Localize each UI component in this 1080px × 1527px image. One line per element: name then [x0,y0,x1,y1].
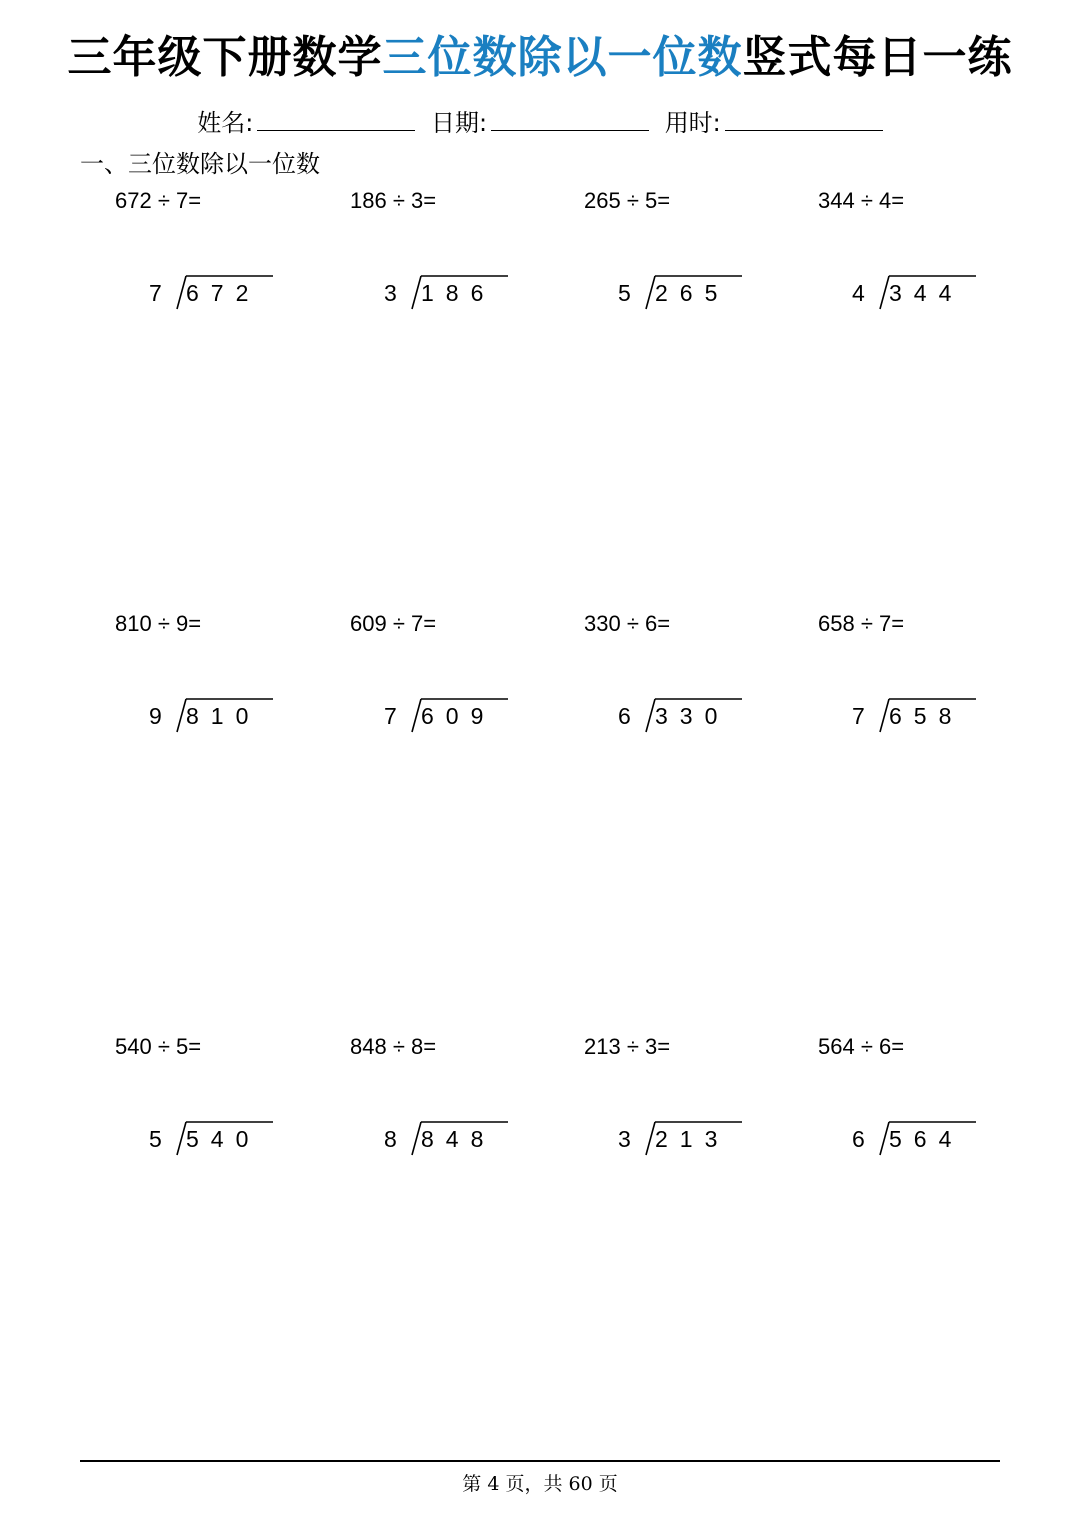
problem-5 [115,609,350,809]
name-field[interactable] [197,104,415,141]
problem-12 [818,1032,1053,1232]
problem-3 [584,186,819,386]
problem-expression: 810 ÷ 9= [115,611,202,636]
page-footer: 第 4 页，共 60 页 [462,1473,618,1495]
dividend: 344 [889,280,964,306]
divisor: 6 [852,1126,865,1152]
dividend: 564 [889,1126,964,1152]
time-blank[interactable] [725,104,883,131]
problem-expression: 848 ÷ 8= [350,1034,437,1059]
page-title [0,28,1080,88]
problem-expression: 658 ÷ 7= [818,611,905,636]
divisor: 5 [149,1126,162,1152]
divisor: 5 [618,280,631,306]
problem-7 [584,609,819,809]
dividend: 186 [421,280,496,306]
problem-expression: 186 ÷ 3= [350,188,437,213]
name-blank[interactable] [257,104,415,131]
problem-1 [115,186,350,386]
long-division-box[interactable] [149,1118,279,1164]
dividend: 265 [655,280,730,306]
long-division-box[interactable] [852,1118,982,1164]
long-division-box[interactable] [852,272,982,318]
long-division-box[interactable] [384,1118,514,1164]
long-division-box[interactable] [384,695,514,741]
dividend: 810 [186,703,261,729]
problem-4 [818,186,1053,386]
problem-expression: 213 ÷ 3= [584,1034,671,1059]
long-division-box[interactable] [618,1118,748,1164]
long-division-box[interactable] [618,272,748,318]
name-label: 姓名: [197,109,254,137]
divisor: 7 [852,703,865,729]
long-division-box[interactable] [618,695,748,741]
problem-expression: 344 ÷ 4= [818,188,905,213]
problem-10 [350,1032,585,1232]
problem-9 [115,1032,350,1232]
problem-11 [584,1032,819,1232]
dividend: 672 [186,280,261,306]
divisor: 3 [384,280,397,306]
problem-expression: 540 ÷ 5= [115,1034,202,1059]
dividend: 848 [421,1126,496,1152]
problem-6 [350,609,585,809]
section-title: 一、三位数除以一位数 [80,150,320,178]
time-label: 用时: [664,109,721,137]
title-part-1: 三年级下册数学 [67,32,383,83]
long-division-box[interactable] [149,272,279,318]
time-field[interactable] [665,104,883,141]
problem-expression: 564 ÷ 6= [818,1034,905,1059]
footer-divider [80,1460,1000,1462]
divisor: 4 [852,280,865,306]
dividend: 658 [889,703,964,729]
dividend: 213 [655,1126,730,1152]
divisor: 9 [149,703,162,729]
date-field[interactable] [431,104,649,141]
long-division-box[interactable] [384,272,514,318]
dividend: 540 [186,1126,261,1152]
long-division-box[interactable] [149,695,279,741]
title-part-2-accent: 三位数除以一位数 [382,32,743,83]
dividend: 330 [655,703,730,729]
problem-expression: 609 ÷ 7= [350,611,437,636]
problem-2 [350,186,585,386]
problem-8 [818,609,1053,809]
problem-expression: 265 ÷ 5= [584,188,671,213]
problem-expression: 672 ÷ 7= [115,188,202,213]
divisor: 7 [149,280,162,306]
problem-expression: 330 ÷ 6= [584,611,671,636]
divisor: 8 [384,1126,397,1152]
divisor: 6 [618,703,631,729]
title-part-3: 竖式每日一练 [742,32,1013,83]
dividend: 609 [421,703,496,729]
divisor: 3 [618,1126,631,1152]
student-info-row [0,104,1080,141]
date-label: 日期: [430,109,488,137]
divisor: 7 [384,703,397,729]
long-division-box[interactable] [852,695,982,741]
date-blank[interactable] [491,104,649,131]
